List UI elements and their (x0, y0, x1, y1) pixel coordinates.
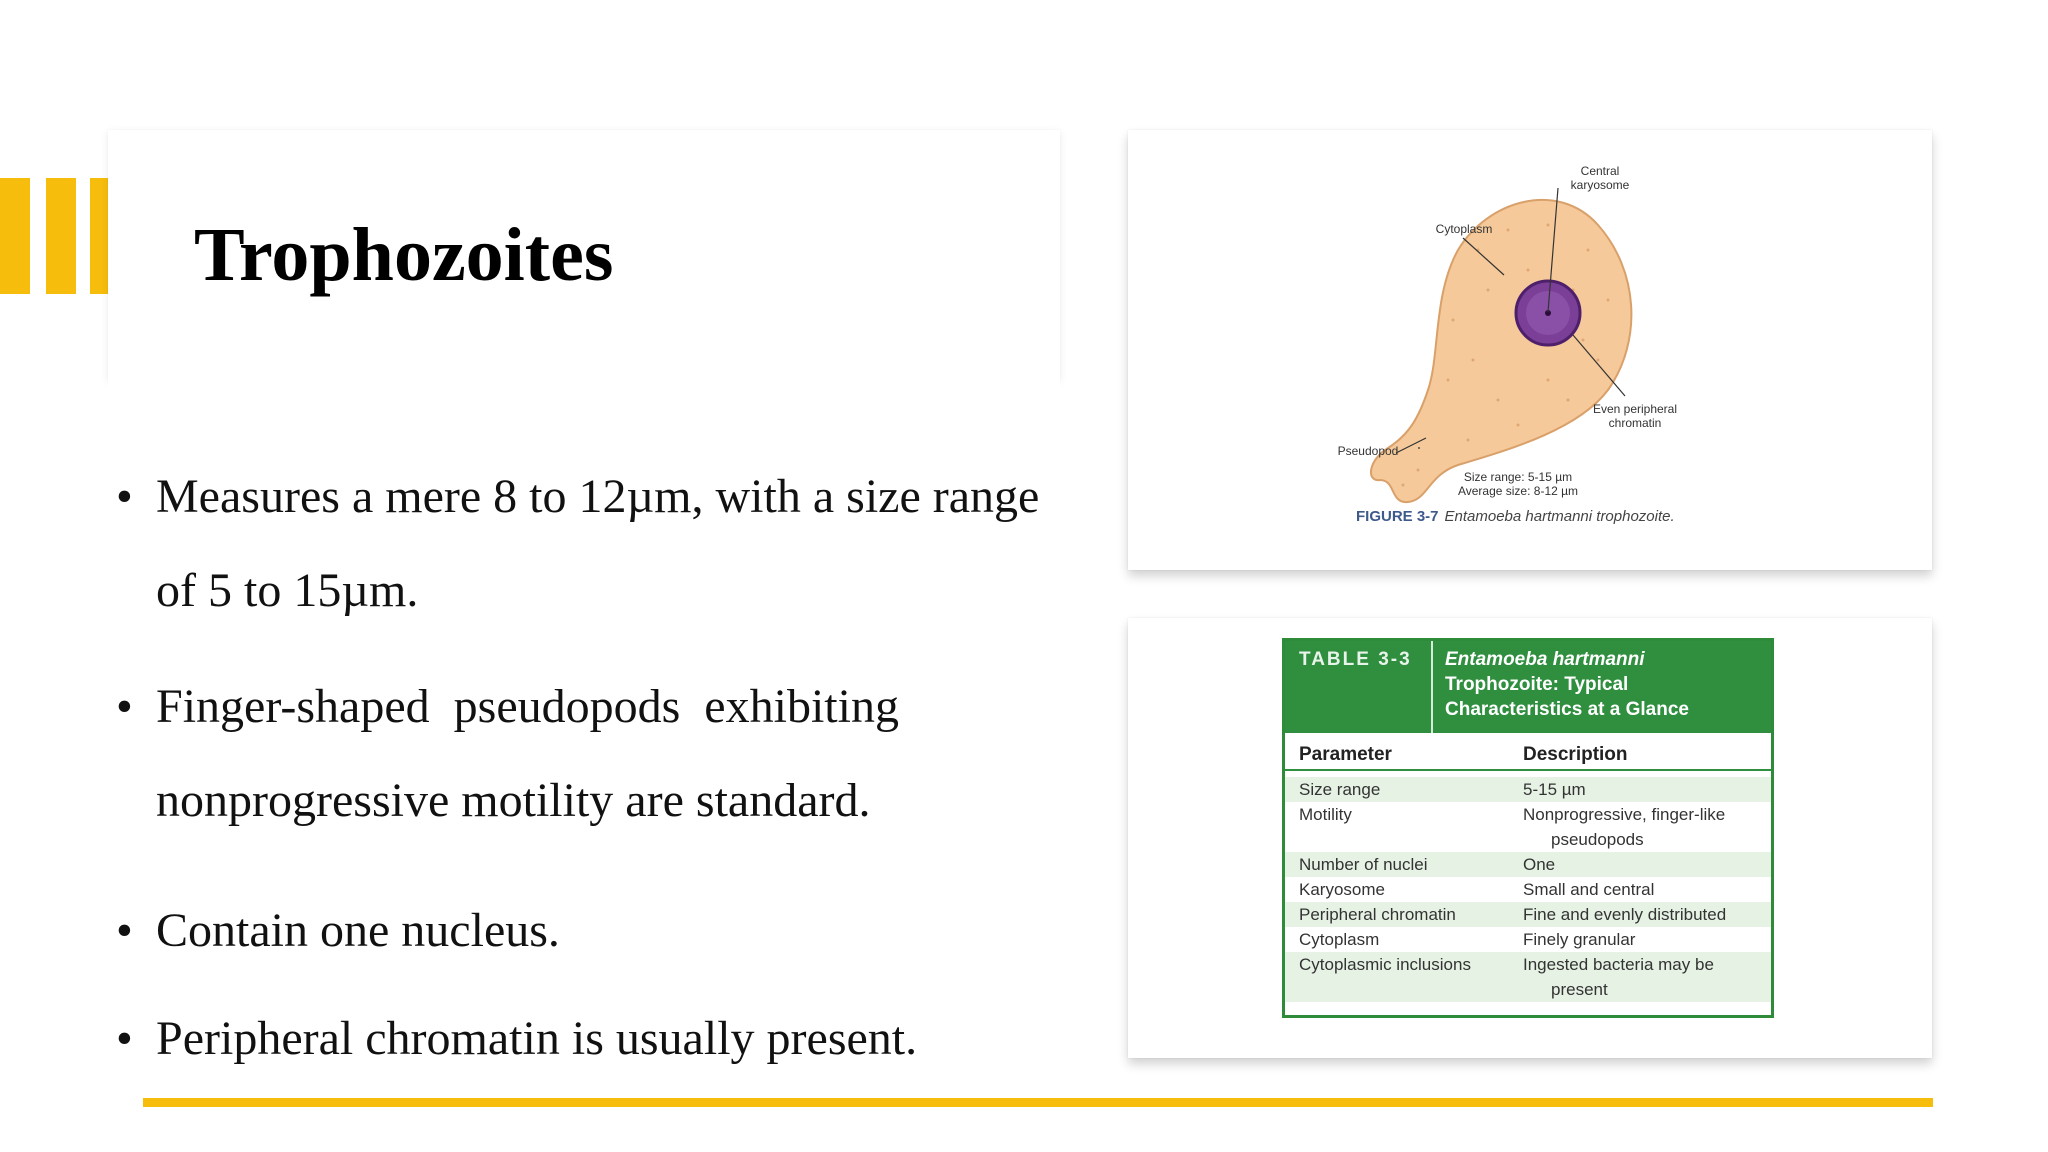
decorative-bars (0, 178, 110, 294)
label-size-range: Size range: 5-15 µm (1463, 470, 1573, 484)
table-row: Motility Nonprogressive, finger-like pseudopods (1299, 805, 1726, 849)
figure-number: FIGURE 3-7 (1356, 508, 1439, 525)
bullet-item (112, 450, 1132, 650)
bullet-dot: • (116, 680, 133, 733)
label-average-size: Average size: 8-12 µm (1457, 484, 1579, 498)
bullet-item (112, 992, 1132, 1086)
bullet-dot: • (116, 904, 133, 957)
decorative-bar (90, 178, 108, 294)
trophozoite-illustration (1128, 130, 1932, 570)
table-card (1128, 618, 1932, 1058)
table-row: Size range 5-15 µm (1285, 777, 1771, 802)
bullet-text: nonprogressive motility are standard. (156, 774, 871, 827)
label-pseudopod: Pseudopod (1337, 444, 1399, 458)
column-header-parameter: Parameter (1299, 744, 1392, 765)
label-cytoplasm: Cytoplasm (1435, 222, 1493, 236)
figure-caption-text: Entamoeba hartmanni trophozoite. (1444, 508, 1675, 525)
table-column-headers (1285, 733, 1771, 771)
bullet-list (112, 450, 1132, 1086)
label-central-karyosome: Central karyosome (1570, 164, 1630, 192)
bullet-text: Finger-shaped pseudopods exhibiting (156, 680, 899, 733)
table-row: Cytoplasm Finely granular (1299, 930, 1636, 949)
table-title: Entamoeba hartmanni Trophozoite: Typical Characteristics at a Glance (1445, 649, 1689, 720)
figure-card (1128, 130, 1932, 570)
label-even-peripheral-chromatin: Even peripheral chromatin (1592, 402, 1678, 430)
bottom-accent-line (143, 1098, 1933, 1107)
table-row: Karyosome Small and central (1299, 880, 1655, 899)
decorative-bar (46, 178, 76, 294)
bullet-dot: • (116, 470, 133, 523)
figure-caption (1356, 508, 1675, 525)
title-card (108, 130, 1060, 380)
bullet-item (112, 884, 1132, 992)
decorative-bar (0, 178, 30, 294)
table-body (1285, 771, 1771, 1002)
table-row: Peripheral chromatin Fine and evenly distributed (1285, 902, 1771, 927)
bullet-text: Contain one nucleus. (156, 904, 560, 957)
characteristics-table (1282, 638, 1774, 1018)
table-number: TABLE 3-3 (1285, 641, 1433, 733)
bullet-text: of 5 to 15µm. (156, 564, 419, 617)
column-header-description: Description (1523, 744, 1628, 765)
table-row: Number of nuclei One (1285, 852, 1771, 877)
bullet-text: Measures a mere 8 to 12µm, with a size range (156, 470, 1040, 523)
slide-title: Trophozoites (194, 213, 614, 297)
cytoplasm-shape (1371, 200, 1631, 502)
table-row: Cytoplasmic inclusions Ingested bacteria may be present (1285, 952, 1771, 1002)
bullet-item (112, 660, 1132, 884)
bullet-dot: • (116, 1012, 133, 1065)
table-header (1285, 641, 1771, 733)
bullet-text: Peripheral chromatin is usually present. (156, 1012, 918, 1065)
